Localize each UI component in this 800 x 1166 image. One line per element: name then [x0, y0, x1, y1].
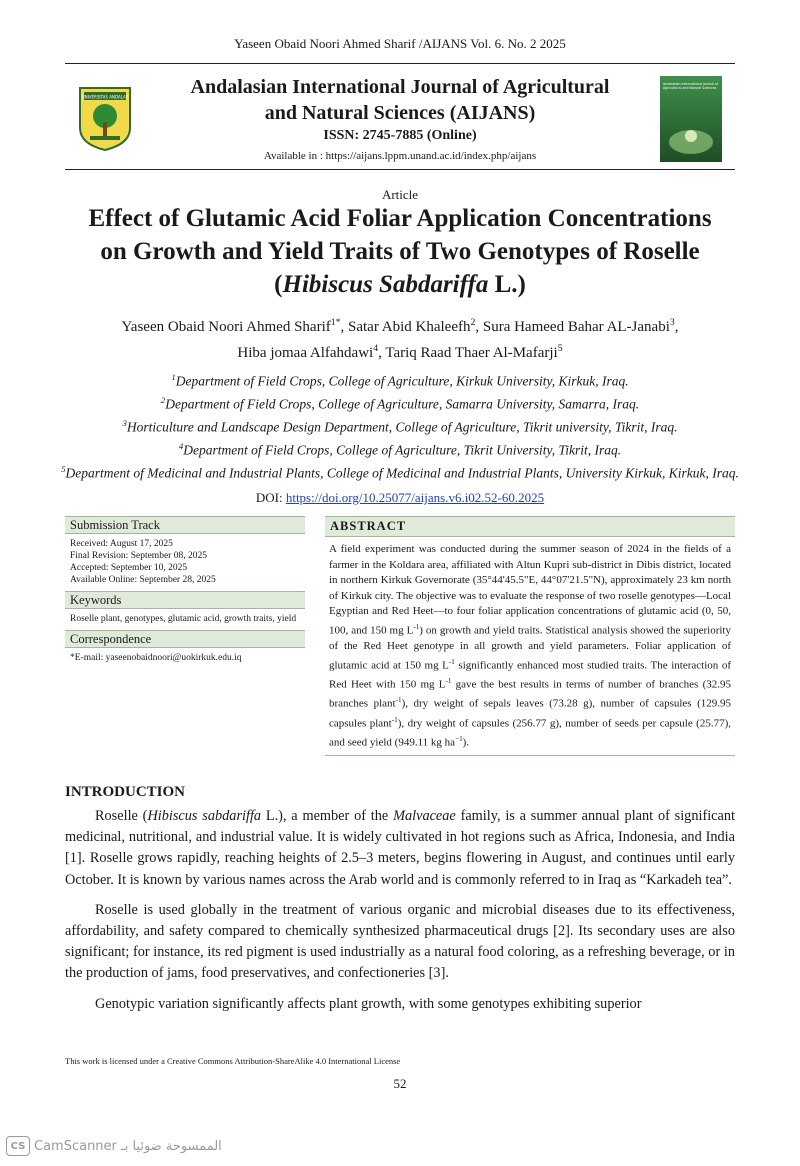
introduction-heading: INTRODUCTION — [65, 784, 186, 800]
keywords-heading: Keywords — [65, 591, 305, 609]
license-notice[interactable]: This work is licensed under a Creative Commons Attribution-ShareAlike 4.0 International License — [65, 1056, 401, 1066]
camscanner-icon: CS — [6, 1136, 30, 1156]
intro-paragraph: Roselle is used globally in the treatment of various organic and microbial diseases due to its effectiveness, affordability, and safety compared to chemically synthesized pharmaceutical drugs [2]. Its secondary uses are also significant; for instance, its red pigment is used industrially as a natural food coloring, as a refreshing beverage, or in the production of jams, food preservatives, and confectioneries [3]. — [65, 901, 735, 982]
keywords-text: Roselle plant, genotypes, glutamic acid, growth traits, yield — [70, 614, 297, 624]
doi-link[interactable]: https://doi.org/10.25077/aijans.v6.i02.52-60.2025 — [285, 490, 545, 505]
author-name: Hiba jomaa Alfahdawi — [237, 345, 374, 361]
article-type-label: Article — [381, 187, 419, 202]
running-head: Yaseen Obaid Noori Ahmed Sharif /AIJANS Vol. 6. No. 2 2025 — [234, 36, 566, 51]
abstract-box — [325, 516, 735, 756]
author-name: Satar Abid Khaleefh — [348, 319, 471, 335]
article-title: Effect of Glutamic Acid Foliar Application Concentrations on Growth and Yield Traits of Two Genotypes of Roselle (Hibiscus Sabdariffa L.) — [88, 205, 712, 298]
article-info-sidebar — [65, 516, 305, 669]
correspondence-heading: Correspondence — [65, 630, 305, 648]
watermark-arabic: الممسوحة ضوئيا بـ — [120, 1138, 222, 1154]
author-name: Tariq Raad Thaer Al-Mafarji — [385, 345, 558, 361]
author-name: Yaseen Obaid Noori Ahmed Sharif — [121, 319, 331, 335]
watermark-app: CamScanner — [34, 1138, 117, 1154]
journal-cover-image — [660, 76, 722, 162]
scanner-watermark — [6, 1136, 222, 1156]
logo-text: UNIVERSITAS ANDALAS — [81, 94, 129, 100]
abstract-text: A field experiment was conducted during the summer season of 2024 in the fields of a farmer in the Koldara area, affiliated with Altun Kupri sub-district in Dibis district, located in northern Kirkuk Governorate (35°44'45.5"E, 44°07'21.5"N), approximately 23 km north of Kirkuk city. The objective was to evaluate the response of two roselle genotypes—Local Egyptian and Red Heet—to four foliar application concentrations of glutamic acid (0, 50, 100, and 150 mg $L^{-1}$) on growth and yield traits. Statistical analysis showed the superiority of the Red Heet genotype in all growth and yield parameters. Foliar application of glutamic acid at 150 mg $L^{-1}$ significantly enhanced most studied traits. The interaction of Red Heet with 150 mg $L^{-1}$ gave the best results in terms of number of branches (32.95 branches plant$^{-1}$), dry weight of sepals leaves (73.28 g), number of capsules (129.95 capsules plant$^{-1}$), dry weight of capsules (256.77 g), number of seeds per capsule (25.77), and seed yield (949.11 kg $ha^{-1}$). — [325, 537, 735, 756]
journal-name: Andalasian International Journal of Agricultural and Natural Sciences (AIJANS) — [190, 76, 610, 124]
author-list: Yaseen Obaid Noori Ahmed Sharif$^{1*}$, Satar Abid Khaleefh$^2$, Sura Hameed Bahar AL-Janabi$^3$, Hiba jomaa Alfahdawi$^4$, Tariq Raad Thaer Al-Mafarji$^5$ — [121, 317, 679, 361]
submission-track-body: Received: August 17, 2025 Final Revision: September 08, 2025 Accepted: September 10, 2025 Available Online: September 28, 2025 — [70, 539, 216, 585]
page-number: 52 — [393, 1076, 407, 1091]
affiliation-list — [60, 368, 740, 483]
cover-text: Andalasian International Journal of Agricultural and Natural Sciences — [663, 82, 719, 90]
intro-paragraph: Roselle (Hibiscus sabdariffa L.), a member of the Malvaceae family, is a summer annual plant of significant medicinal, nutritional, and industrial value. It is widely cultivated in hot regions such as Africa, Indonesia, and India [1]. Roselle grows rapidly, reaching heights of 2.5–3 meters, begins flowering in August, and continues until early October. It is known by various names across the Arab world and is commonly referred to in Iraq as “Karkadeh tea”. — [65, 808, 735, 888]
abstract-heading: ABSTRACT — [325, 516, 735, 537]
journal-issn: ISSN: 2745-7885 (Online) — [323, 128, 477, 143]
header-rule-top — [65, 63, 735, 64]
affiliation: $^3$Horticulture and Landscape Design Department, College of Agriculture, Tikrit university, Tikrit, Iraq. — [122, 418, 678, 435]
affiliation: $^4$Department of Field Crops, College of Agriculture, Tikrit University, Tikrit, Iraq. — [178, 441, 622, 458]
correspondence-email[interactable]: *E-mail: yaseenobaidnoori@uokirkuk.edu.iq — [70, 653, 242, 663]
journal-url[interactable]: Available in : https://aijans.lppm.unand.ac.id/index.php/aijans — [263, 150, 537, 162]
doi-line: DOI: https://doi.org/10.25077/aijans.v6.i02.52-60.2025 — [255, 490, 545, 505]
intro-paragraph: Genotypic variation significantly affects plant growth, with some genotypes exhibiting superior — [95, 995, 642, 1012]
affiliation: $^2$Department of Field Crops, College of Agriculture, Samarra University, Samarra, Iraq. — [160, 395, 640, 412]
author-name: Sura Hameed Bahar AL-Janabi — [482, 319, 670, 335]
header-rule-bottom — [65, 169, 735, 170]
introduction-body — [65, 806, 735, 1024]
affiliation: $^5$Department of Medicinal and Industrial Plants, College of Medicinal and Industrial Plants, University Kirkuk, Kirkuk, Iraq. — [61, 464, 739, 481]
affiliation: $^1$Department of Field Crops, College of Agriculture, Kirkuk University, Kirkuk, Iraq. — [171, 372, 629, 389]
submission-track-heading: Submission Track — [65, 516, 305, 534]
university-logo — [76, 84, 134, 152]
